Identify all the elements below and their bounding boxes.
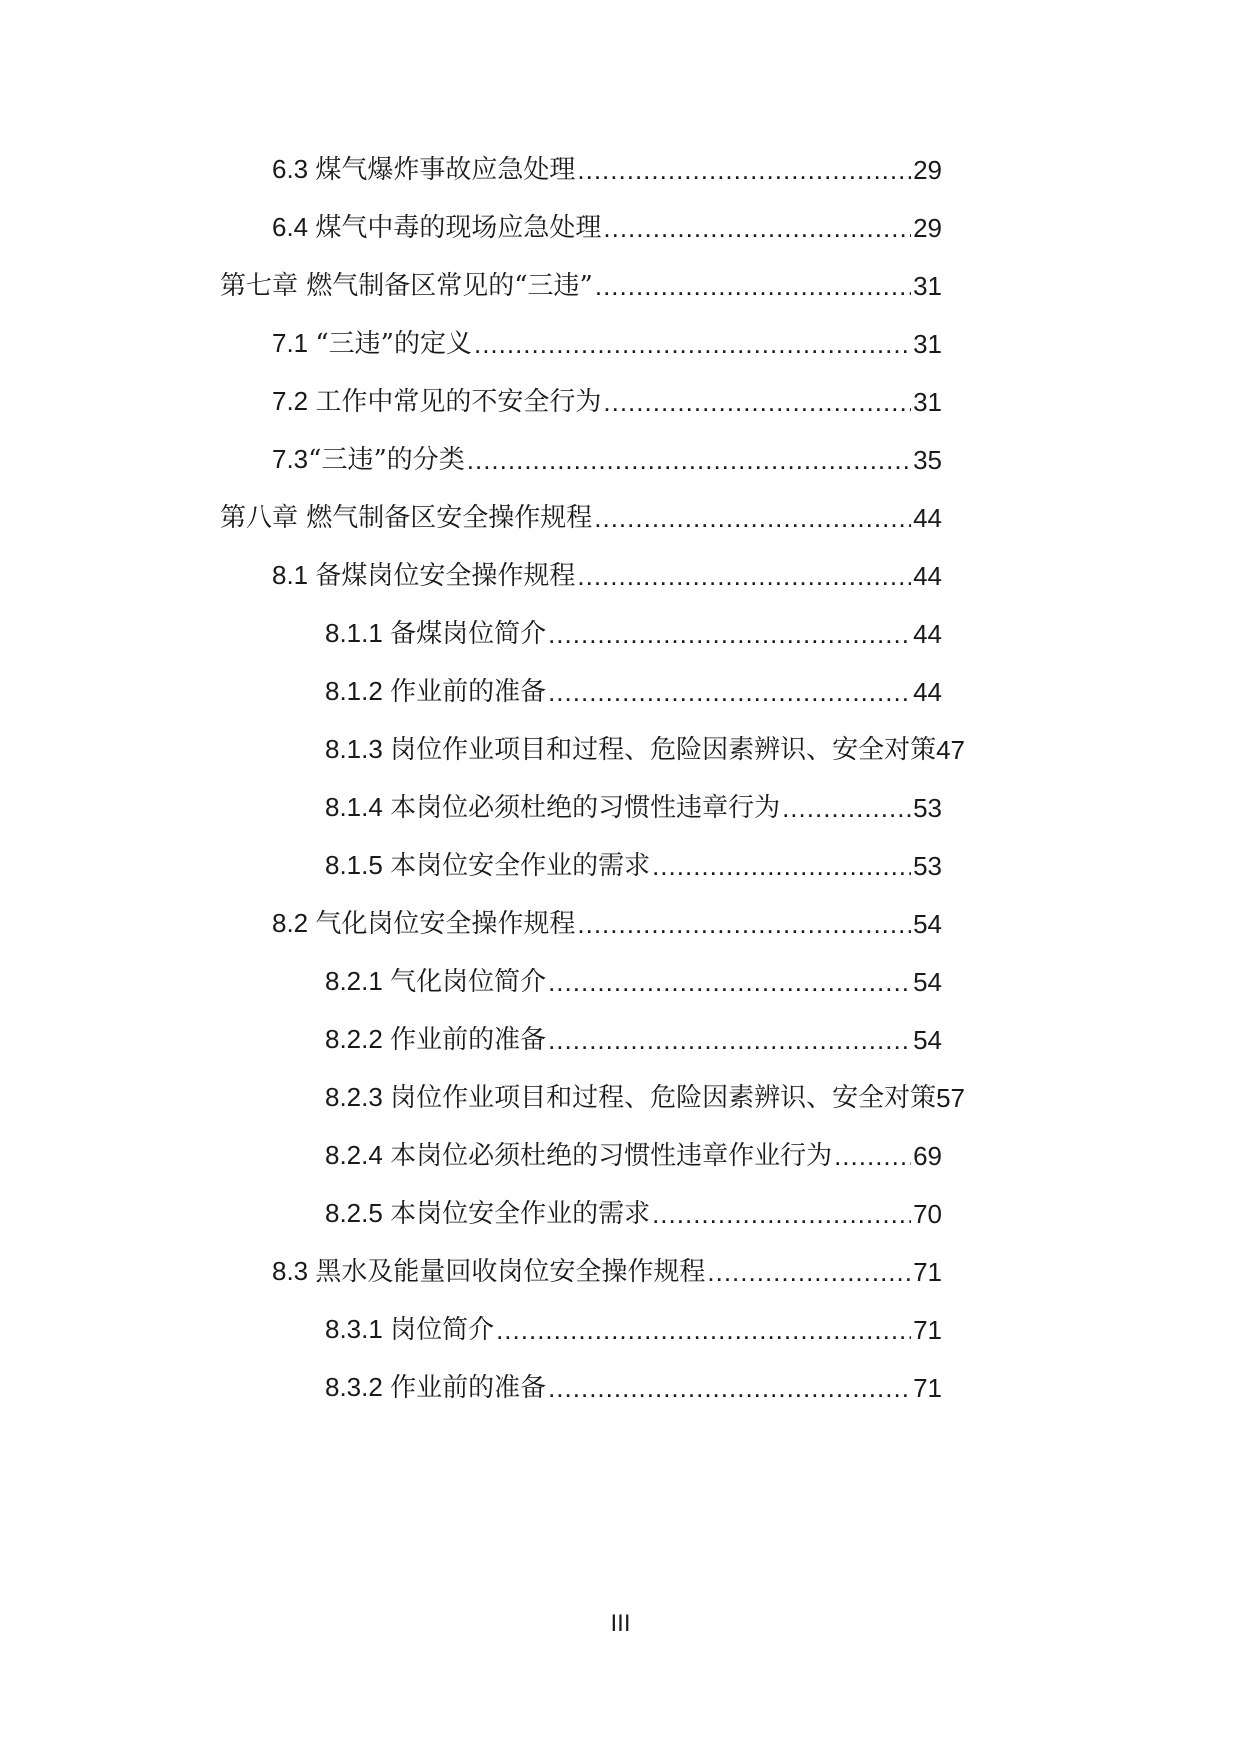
toc-leader: [577, 150, 911, 190]
toc-entry-page: 35: [913, 445, 942, 475]
toc-entry-8-2-2[interactable]: [325, 1020, 942, 1060]
toc-entry-page: 44: [913, 619, 942, 649]
toc-leader: [603, 208, 911, 248]
toc-leader: [548, 1368, 911, 1408]
toc-entry-number: 7.1: [272, 328, 316, 358]
toc-entry-number: 8.2.2: [325, 1024, 391, 1054]
toc-entry-page: 29: [913, 213, 942, 243]
toc-entry-8-3-2[interactable]: [325, 1368, 942, 1408]
toc-entry-page: 71: [913, 1257, 942, 1287]
toc-entry-page: 31: [913, 271, 942, 301]
toc-entry-chapter-7[interactable]: [220, 266, 942, 306]
toc-entry-chapter-8[interactable]: [220, 498, 942, 538]
toc-entry-number: 8.1.3: [325, 734, 391, 764]
toc-leader: [594, 498, 911, 538]
toc-entry-number: 8.2.4: [325, 1140, 391, 1170]
page-number-footer: III: [610, 1610, 631, 1637]
toc-entry-title: 备煤岗位安全操作规程: [315, 561, 576, 591]
toc-entry-title: “三违”的分类: [308, 445, 465, 475]
toc-entry-title: 作业前的准备: [390, 1373, 547, 1403]
toc-entry-8-1-4[interactable]: [325, 788, 942, 828]
toc-entry-title: 第七章 燃气制备区常见的“三违”: [220, 271, 593, 301]
toc-leader: [548, 962, 911, 1002]
toc-entry-title: 黑水及能量回收岗位安全操作规程: [315, 1257, 706, 1287]
toc-leader: [496, 1310, 911, 1350]
toc-entry-title: 第八章 燃气制备区安全操作规程: [220, 503, 593, 533]
toc-leader: [474, 324, 911, 364]
toc-entry-number: 8.2.3: [325, 1082, 391, 1112]
toc-entry-page: 71: [913, 1315, 942, 1345]
toc-entry-title: 工作中常见的不安全行为: [315, 387, 602, 417]
toc-entry-number: 8.3: [272, 1256, 316, 1286]
toc-entry-8-1-3[interactable]: [325, 730, 970, 770]
toc-entry-8-2-1[interactable]: [325, 962, 942, 1002]
toc-entry-title: 本岗位必须杜绝的习惯性违章作业行为: [390, 1141, 833, 1171]
toc-entry-title: 本岗位安全作业的需求: [390, 851, 651, 881]
toc-entry-number: 7.2: [272, 386, 316, 416]
toc-entry-page: 29: [913, 155, 942, 185]
toc-entry-number: 8.1.5: [325, 850, 391, 880]
toc-entry-page: 44: [913, 503, 942, 533]
toc-entry-number: 8.1.4: [325, 792, 391, 822]
toc-entry-title: “三违”的定义: [315, 329, 472, 359]
toc-leader: [707, 1252, 911, 1292]
toc-entry-page: 53: [913, 793, 942, 823]
toc-entry-title: 气化岗位简介: [390, 967, 547, 997]
toc-entry-6-4[interactable]: [272, 208, 942, 248]
toc-entry-page: 44: [913, 677, 942, 707]
toc-entry-number: 8.2.5: [325, 1198, 391, 1228]
toc-entry-8-3-1[interactable]: [325, 1310, 942, 1350]
toc-leader: [548, 672, 911, 712]
toc-entry-page: 71: [913, 1373, 942, 1403]
toc-entry-page: 54: [913, 967, 942, 997]
toc-leader: [467, 440, 911, 480]
toc-entry-8-1-2[interactable]: [325, 672, 942, 712]
toc-entry-page: 31: [913, 329, 942, 359]
toc-entry-page: 57: [936, 1083, 965, 1113]
toc-entry-number: 6.4: [272, 212, 316, 242]
toc-entry-number: 8.1.2: [325, 676, 391, 706]
toc-leader: [548, 614, 911, 654]
toc-entry-7-1[interactable]: [272, 324, 942, 364]
toc-leader: [652, 846, 911, 886]
toc-entry-8-3[interactable]: [272, 1252, 942, 1292]
toc-entry-8-1[interactable]: [272, 556, 942, 596]
toc-leader: [834, 1136, 911, 1176]
toc-leader: [782, 788, 911, 828]
toc-entry-6-3[interactable]: [272, 150, 942, 190]
toc-entry-page: 70: [913, 1199, 942, 1229]
toc-entry-number: 8.1: [272, 560, 316, 590]
toc-entry-number: 8.2: [272, 908, 316, 938]
toc-entry-title: 煤气中毒的现场应急处理: [315, 213, 602, 243]
toc-entry-number: 7.3: [272, 444, 309, 474]
toc-entry-8-2[interactable]: [272, 904, 942, 944]
toc-entry-title: 作业前的准备: [390, 677, 547, 707]
toc-entry-page: 47: [936, 735, 965, 765]
toc-entry-number: 6.3: [272, 154, 316, 184]
toc-leader: [603, 382, 911, 422]
toc-entry-8-1-1[interactable]: [325, 614, 942, 654]
toc-entry-page: 31: [913, 387, 942, 417]
toc-leader: [548, 1020, 911, 1060]
toc-entry-8-2-4[interactable]: [325, 1136, 942, 1176]
toc-entry-title: 本岗位必须杜绝的习惯性违章行为: [390, 793, 781, 823]
toc-entry-page: 54: [913, 1025, 942, 1055]
toc-entry-title: 岗位简介: [390, 1315, 495, 1345]
toc-entry-7-3[interactable]: [272, 440, 942, 480]
toc-leader: [577, 904, 911, 944]
toc-entry-7-2[interactable]: [272, 382, 942, 422]
toc-entry-title: 岗位作业项目和过程、危险因素辨识、安全对策: [390, 1083, 937, 1113]
toc-entry-8-2-5[interactable]: [325, 1194, 942, 1234]
toc-leader: [652, 1194, 911, 1234]
toc-entry-page: 53: [913, 851, 942, 881]
toc-entry-number: 8.1.1: [325, 618, 391, 648]
toc-entry-title: 本岗位安全作业的需求: [390, 1199, 651, 1229]
toc-entry-title: 煤气爆炸事故应急处理: [315, 155, 576, 185]
toc-entry-title: 作业前的准备: [390, 1025, 547, 1055]
toc-entry-title: 岗位作业项目和过程、危险因素辨识、安全对策: [390, 735, 937, 765]
toc-entry-page: 69: [913, 1141, 942, 1171]
toc-entry-page: 54: [913, 909, 942, 939]
toc-entry-number: 8.2.1: [325, 966, 391, 996]
toc-leader: [577, 556, 911, 596]
toc-entry-page: 44: [913, 561, 942, 591]
toc-entry-title: 气化岗位安全操作规程: [315, 909, 576, 939]
toc-entry-number: 8.3.2: [325, 1372, 391, 1402]
toc-entry-8-1-5[interactable]: [325, 846, 942, 886]
toc-entry-8-2-3[interactable]: [325, 1078, 970, 1118]
toc-entry-title: 备煤岗位简介: [390, 619, 547, 649]
toc-leader: [595, 266, 911, 306]
toc-entry-number: 8.3.1: [325, 1314, 391, 1344]
